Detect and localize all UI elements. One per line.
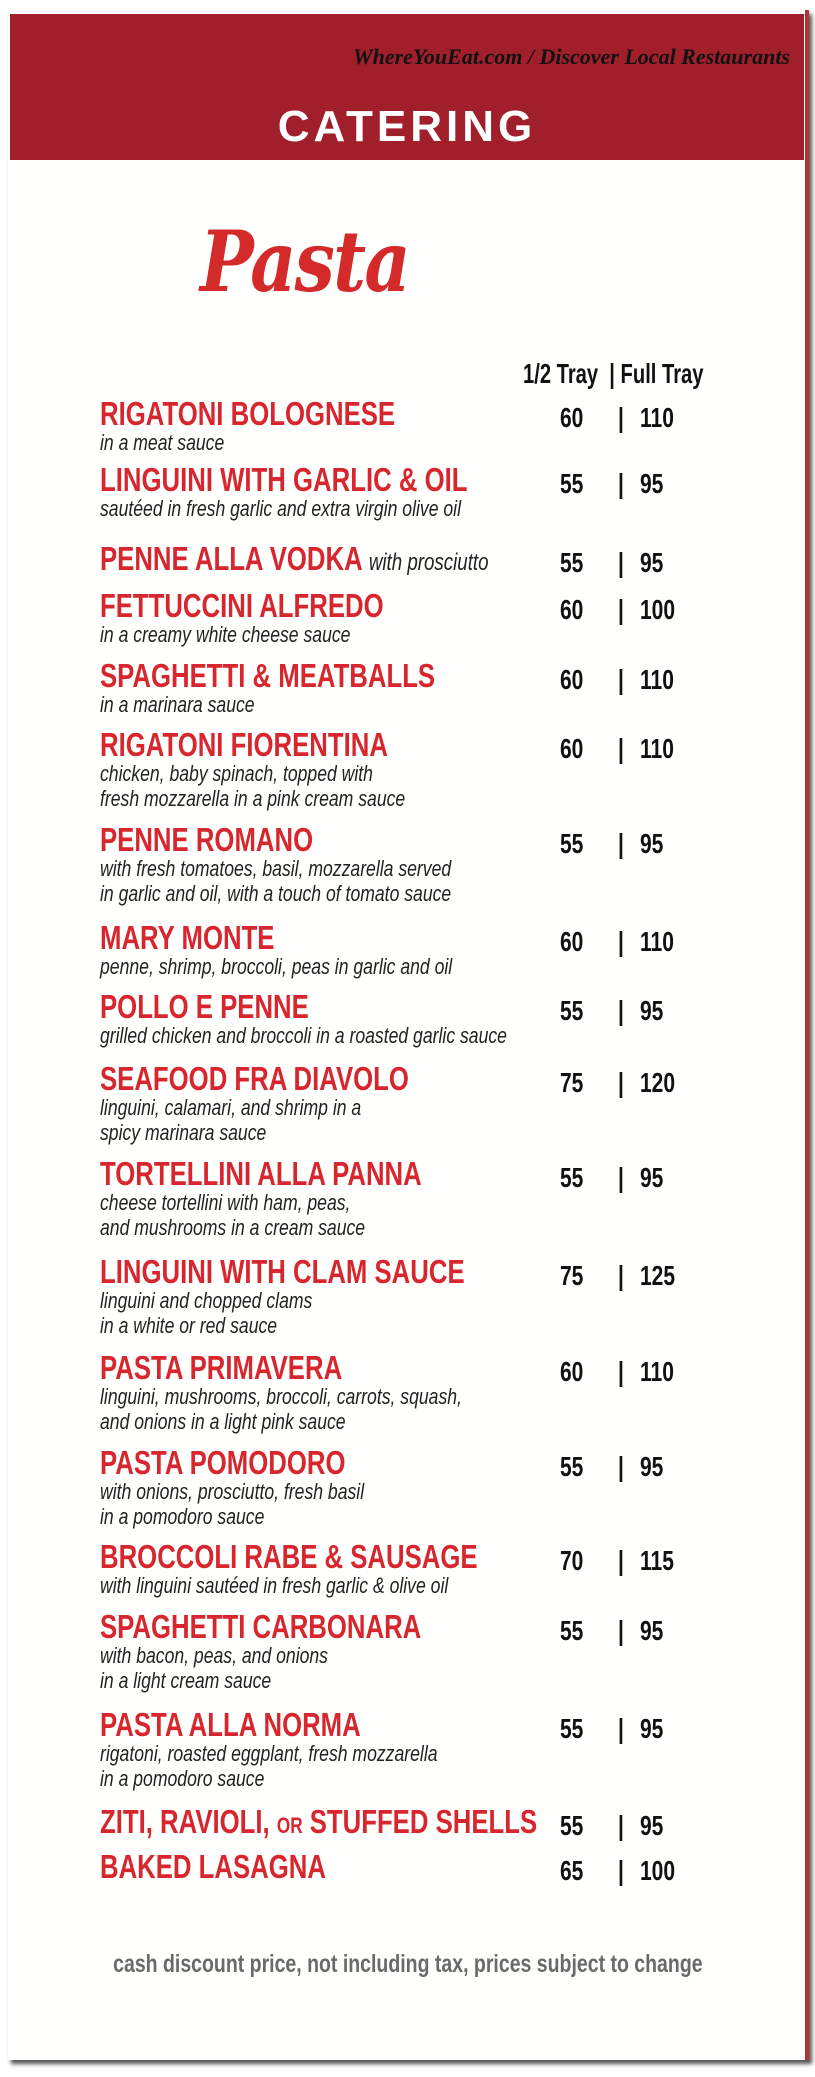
full-tray-price: 100: [640, 1855, 676, 1886]
item-name: ZITI, RAVIOLI,: [100, 1803, 270, 1840]
full-tray-price: 110: [640, 733, 674, 764]
half-tray-price: 60: [560, 1356, 584, 1387]
full-tray-price: 110: [640, 664, 674, 695]
full-tray-label: Full Tray: [620, 358, 704, 389]
item-description: in a pomodoro sauce: [100, 1766, 265, 1791]
item-name: PASTA POMODORO: [100, 1444, 346, 1481]
half-tray-price: 55: [560, 1451, 584, 1482]
menu-item: [100, 1803, 800, 1842]
menu-item: [100, 395, 800, 455]
full-tray-price: 95: [640, 828, 664, 859]
full-tray-price: 120: [640, 1067, 676, 1098]
menu-item: [100, 1444, 800, 1529]
price-separator: |: [618, 1162, 624, 1193]
menu-item: [100, 821, 800, 906]
item-description: with fresh tomatoes, basil, mozzarella served: [100, 856, 452, 881]
menu-item: [100, 1253, 800, 1338]
item-name: PENNE ALLA VODKA: [100, 540, 362, 577]
half-tray-price: 55: [560, 828, 584, 859]
item-description: fresh mozzarella in a pink cream sauce: [100, 786, 406, 811]
price-separator: |: [618, 1260, 624, 1291]
price-separator: |: [618, 926, 624, 957]
full-tray-price: 110: [640, 402, 674, 433]
item-connector: OR: [276, 1813, 303, 1838]
half-tray-price: 55: [560, 1162, 584, 1193]
price-separator: |: [618, 733, 624, 764]
item-name: BAKED LASAGNA: [100, 1848, 326, 1885]
full-tray-price: 110: [640, 926, 674, 957]
half-tray-label: 1/2 Tray: [523, 358, 599, 389]
full-tray-price: 110: [640, 1356, 674, 1387]
half-tray-price: 75: [560, 1260, 584, 1291]
item-name: LINGUINI WITH CLAM SAUCE: [100, 1253, 465, 1290]
full-tray-price: 125: [640, 1260, 676, 1291]
half-tray-price: 55: [560, 547, 584, 578]
item-description: in a light cream sauce: [100, 1668, 272, 1693]
price-separator: |: [618, 547, 624, 578]
item-name: RIGATONI FIORENTINA: [100, 726, 388, 763]
item-name: PENNE ROMANO: [100, 821, 314, 858]
half-tray-price: 55: [560, 1615, 584, 1646]
menu-item: [100, 657, 800, 717]
full-tray-price: 95: [640, 547, 664, 578]
half-tray-price: 60: [560, 402, 584, 433]
item-description: in a marinara sauce: [100, 692, 255, 717]
item-name: RIGATONI BOLOGNESE: [100, 395, 396, 432]
page-title: CATERING: [277, 102, 537, 151]
item-description: cheese tortellini with ham, peas,: [100, 1190, 351, 1215]
item-description: in a white or red sauce: [100, 1313, 278, 1338]
column-separator: |: [609, 358, 615, 389]
item-description: linguini and chopped clams: [100, 1288, 313, 1313]
price-separator: |: [618, 664, 624, 695]
item-description: in a creamy white cheese sauce: [100, 622, 351, 647]
price-separator: |: [618, 468, 624, 499]
item-description: linguini, calamari, and shrimp in a: [100, 1095, 362, 1120]
footer-note: cash discount price, not including tax, prices subject to change: [112, 1950, 703, 1978]
menu-item: [100, 919, 800, 979]
price-separator: |: [618, 828, 624, 859]
half-tray-price: 55: [560, 1810, 584, 1841]
half-tray-price: 60: [560, 664, 584, 695]
half-tray-price: 60: [560, 733, 584, 764]
item-description: and mushrooms in a cream sauce: [100, 1215, 366, 1240]
item-name: TORTELLINI ALLA PANNA: [100, 1155, 422, 1192]
full-tray-price: 115: [640, 1545, 674, 1576]
half-tray-price: 55: [560, 995, 584, 1026]
full-tray-price: 95: [640, 1810, 664, 1841]
item-name: SPAGHETTI & MEATBALLS: [100, 657, 436, 694]
full-tray-price: 95: [640, 468, 664, 499]
item-description: chicken, baby spinach, topped with: [100, 761, 373, 786]
menu-item: [100, 540, 800, 579]
full-tray-price: 95: [640, 1162, 664, 1193]
item-name: SPAGHETTI CARBONARA: [100, 1608, 422, 1645]
item-description: in garlic and oil, with a touch of tomato sauce: [100, 881, 452, 906]
item-description: and onions in a light pink sauce: [100, 1409, 346, 1434]
half-tray-price: 70: [560, 1545, 584, 1576]
item-name: POLLO E PENNE: [100, 988, 309, 1025]
item-name: LINGUINI WITH GARLIC & OIL: [100, 461, 468, 498]
price-separator: |: [618, 594, 624, 625]
half-tray-price: 60: [560, 594, 584, 625]
price-separator: |: [618, 1810, 624, 1841]
item-name: BROCCOLI RABE & SAUSAGE: [100, 1538, 478, 1575]
full-tray-price: 100: [640, 594, 676, 625]
item-inline-desc: with prosciutto: [368, 549, 489, 576]
item-description: with onions, prosciutto, fresh basil: [100, 1479, 365, 1504]
price-separator: |: [618, 1356, 624, 1387]
menu-item: [100, 1349, 800, 1434]
section-title: Pasta: [200, 212, 409, 311]
item-description: grilled chicken and broccoli in a roasted garlic sauce: [100, 1023, 507, 1048]
menu-item: [100, 1155, 800, 1240]
full-tray-price: 95: [640, 1615, 664, 1646]
price-separator: |: [618, 1067, 624, 1098]
watermark: WhereYouEat.com / Discover Local Restaurants: [353, 44, 790, 69]
price-separator: |: [618, 1451, 624, 1482]
half-tray-price: 55: [560, 1713, 584, 1744]
menu-item: [100, 1608, 800, 1693]
item-description: in a pomodoro sauce: [100, 1504, 265, 1529]
item-name: MARY MONTE: [100, 919, 275, 956]
item-name-2: STUFFED SHELLS: [309, 1803, 538, 1840]
price-separator: |: [618, 402, 624, 433]
half-tray-price: 55: [560, 468, 584, 499]
price-column-header: [523, 358, 703, 390]
menu-item: [100, 461, 800, 521]
item-description: linguini, mushrooms, broccoli, carrots, squash,: [100, 1384, 462, 1409]
item-description: sautéed in fresh garlic and extra virgin olive oil: [100, 496, 461, 521]
menu-item: [100, 1538, 800, 1598]
item-description: with bacon, peas, and onions: [100, 1643, 328, 1668]
half-tray-price: 60: [560, 926, 584, 957]
price-separator: |: [618, 1615, 624, 1646]
footer-note-wrap: [0, 1950, 815, 1979]
price-separator: |: [618, 995, 624, 1026]
item-description: penne, shrimp, broccoli, peas in garlic and oil: [100, 954, 453, 979]
item-description: rigatoni, roasted eggplant, fresh mozzarella: [100, 1741, 438, 1766]
menu-item: [100, 726, 800, 811]
header-band: [10, 14, 804, 160]
item-description: with linguini sautéed in fresh garlic & olive oil: [100, 1573, 449, 1598]
price-separator: |: [618, 1545, 624, 1576]
full-tray-price: 95: [640, 995, 664, 1026]
item-description: in a meat sauce: [100, 430, 225, 455]
half-tray-price: 65: [560, 1855, 584, 1886]
item-name: PASTA PRIMAVERA: [100, 1349, 343, 1386]
menu-item: [100, 1060, 800, 1145]
menu-item: [100, 1706, 800, 1791]
price-separator: |: [618, 1713, 624, 1744]
menu-item: [100, 587, 800, 647]
item-name: SEAFOOD FRA DIAVOLO: [100, 1060, 409, 1097]
item-description: spicy marinara sauce: [100, 1120, 267, 1145]
full-tray-price: 95: [640, 1713, 664, 1744]
full-tray-price: 95: [640, 1451, 664, 1482]
menu-item: [100, 1848, 800, 1886]
item-name: FETTUCCINI ALFREDO: [100, 587, 384, 624]
menu-item: [100, 988, 800, 1048]
price-separator: |: [618, 1855, 624, 1886]
half-tray-price: 75: [560, 1067, 584, 1098]
item-name: PASTA ALLA NORMA: [100, 1706, 361, 1743]
